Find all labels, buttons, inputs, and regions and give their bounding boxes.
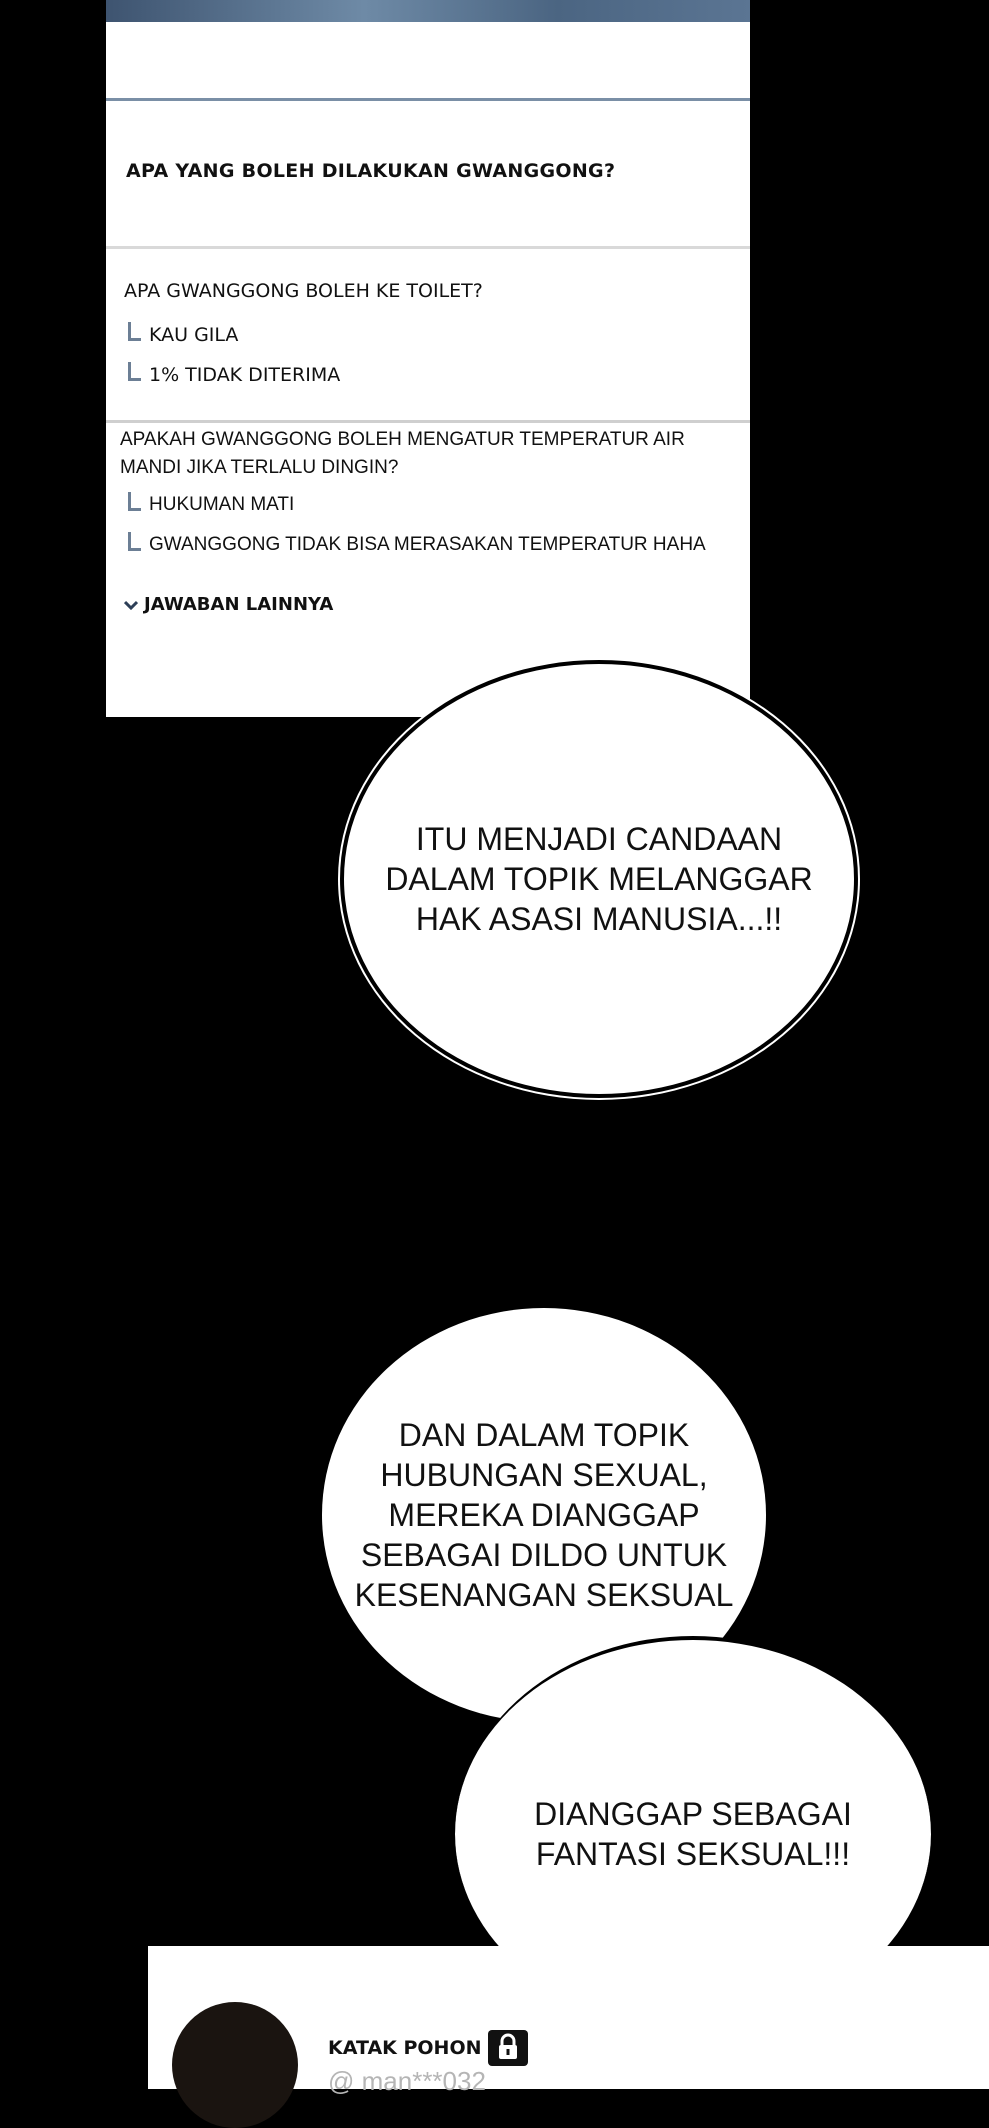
top-image-strip (106, 0, 750, 22)
avatar (172, 2002, 298, 2128)
speech-text: ITU MENJADI CANDAAN DALAM TOPIK MELANGGAR HAK ASASI MANUSIA...!! (385, 821, 813, 937)
section-title: APA YANG BOLEH DILAKUKAN GWANGGONG? (126, 160, 616, 182)
speech-text: DIANGGAP SEBAGAI FANTASI SEKSUAL!!! (534, 1796, 852, 1872)
forum-card (106, 22, 750, 717)
more-answers-button[interactable] (124, 594, 333, 615)
answer-text: 1% TIDAK DITERIMA (149, 364, 341, 386)
speech-bubble (340, 660, 858, 1098)
question-1: APA GWANGGONG BOLEH KE TOILET? (124, 280, 483, 302)
reply-elbow-icon (128, 492, 141, 511)
answer-item (128, 492, 294, 516)
divider (106, 98, 750, 101)
divider (106, 246, 750, 249)
username (328, 2030, 528, 2066)
answer-text: GWANGGONG TIDAK BISA MERASAKAN TEMPERATUR HAHA (149, 534, 706, 555)
answer-text: HUKUMAN MATI (149, 494, 295, 515)
divider (106, 420, 750, 423)
lock-icon (488, 2030, 528, 2066)
answer-item (128, 322, 238, 346)
username-text: KATAK POHON (328, 2037, 482, 2059)
answer-item (128, 362, 340, 386)
reply-elbow-icon (128, 362, 141, 381)
speech-text: DAN DALAM TOPIK HUBUNGAN SEXUAL, MEREKA DIANGGAP SEBAGAI DILDO UNTUK KESENANGAN SEKSUAL (354, 1417, 734, 1613)
chevron-down-icon (124, 600, 138, 610)
answer-item (128, 532, 706, 556)
user-handle: @ man***032 (328, 2066, 486, 2096)
reply-elbow-icon (128, 322, 141, 341)
profile-card (148, 1946, 989, 2096)
question-2: APAKAH GWANGGONG BOLEH MENGATUR TEMPERATUR AIR MANDI JIKA TERLALU DINGIN? (120, 429, 685, 478)
more-answers-label: JAWABAN LAINNYA (144, 594, 334, 615)
reply-elbow-icon (128, 532, 141, 551)
answer-text: KAU GILA (149, 324, 239, 346)
